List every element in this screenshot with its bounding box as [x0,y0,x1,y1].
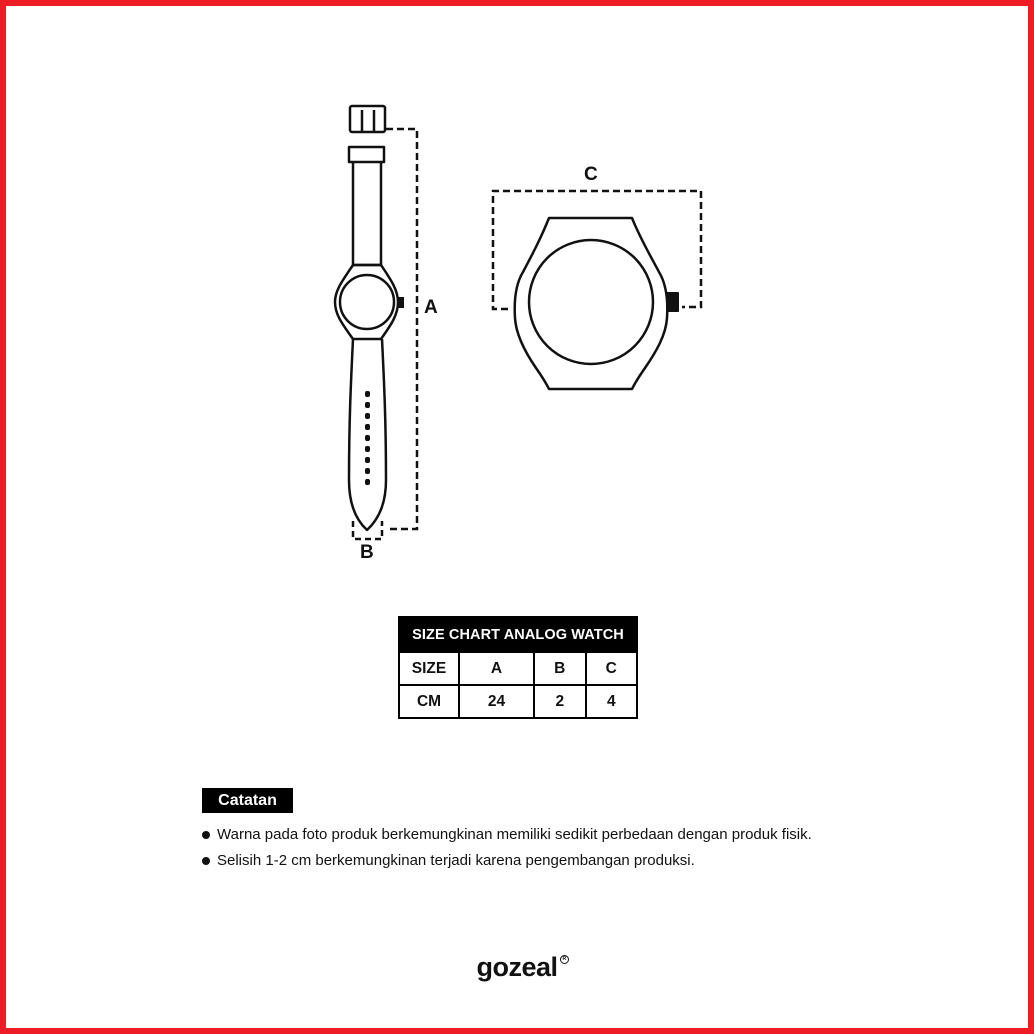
brand-name: gozeal [476,952,558,982]
watch-dial-side [340,275,394,329]
size-chart-title: SIZE CHART ANALOG WATCH [399,617,637,652]
note-text: Warna pada foto produk berkemungkinan memiliki sedikit perbedaan dengan produk fisik. [217,826,812,843]
buckle-frame [350,106,385,132]
dimension-a-line [386,129,417,529]
size-chart-table [398,616,638,719]
table-header-cell: A [459,652,534,685]
table-cell: CM [399,685,459,718]
table-header-cell: C [586,652,638,685]
table-row [399,685,637,718]
crown-side [398,297,404,308]
table-header-cell: SIZE [399,652,459,685]
list-item [200,824,812,850]
watch-dial-front [529,240,653,364]
bullet-icon [202,857,210,865]
upper-strap [353,162,381,265]
dimension-c-label: C [584,164,598,185]
notes-list [200,824,812,876]
table-cell: 4 [586,685,638,718]
registered-mark-icon: R [560,955,569,964]
lower-strap [349,339,386,530]
strap-holes [365,391,370,485]
watch-side-view [335,106,398,530]
table-cell: 24 [459,685,534,718]
brand-logo [476,952,566,983]
bullet-icon [202,831,210,839]
table-header-cell: B [534,652,585,685]
notes-title: Catatan [202,788,293,813]
dimension-b-label: B [360,542,374,563]
list-item [200,850,812,876]
watch-face-view [515,218,668,389]
crown-front [666,292,679,312]
dimension-c-line [493,191,701,309]
brand-footer [0,952,1034,983]
table-header-row [399,652,637,685]
strap-keeper [349,147,384,162]
dimension-a-label: A [424,297,438,318]
note-text: Selisih 1-2 cm berkemungkinan terjadi karena pengembangan produksi. [217,852,695,869]
table-cell: 2 [534,685,585,718]
